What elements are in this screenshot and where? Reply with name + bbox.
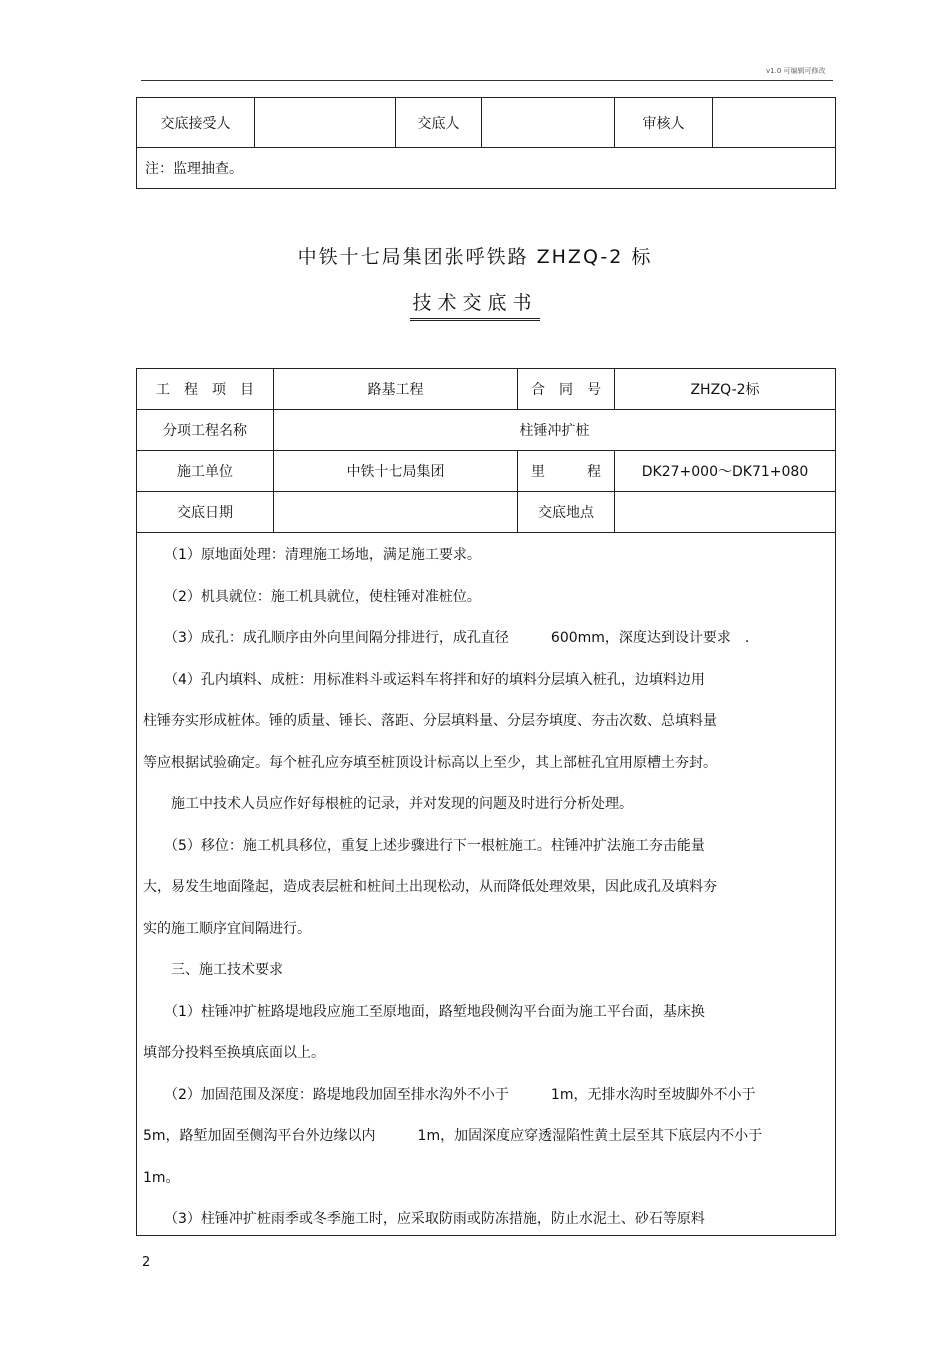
giver-label: 交底人 (396, 98, 482, 148)
contract-label: 合 同 号 (518, 369, 615, 410)
document-subtitle (0, 288, 950, 321)
document-subtitle-text: 技术交底书 (410, 288, 539, 321)
body-line: 5m，路堑加固至侧沟平台外边缘以内 1m，加固深度应穿透湿陷性黄土层至其下底层内不小于 (143, 1128, 763, 1144)
receiver-field[interactable] (255, 98, 396, 148)
project-value: 路基工程 (274, 369, 518, 410)
header-rule (141, 80, 833, 81)
body-line: （3）柱锤冲扩桩雨季或冬季施工时，应采取防雨或防冻措施，防止水泥土、砂石等原料 (143, 1211, 705, 1227)
project-label: 工 程 项 目 (137, 369, 274, 410)
body-line: （2）机具就位：施工机具就位，使柱锤对准桩位。 (143, 588, 481, 605)
contract-value: ZHZQ-2标 (615, 369, 836, 410)
body-line: （3）成孔：成孔顺序由外向里间隔分排进行，成孔直径 600mm，深度达到设计要求 . (143, 630, 750, 646)
place-field[interactable] (615, 492, 836, 533)
unit-value: 中铁十七局集团 (274, 451, 518, 492)
mileage-value: DK27+000～DK71+080 (615, 451, 836, 492)
body-line: （4）孔内填料、成桩：用标准料斗或运料车将拌和好的填料分层填入桩孔，边填料边用 (143, 671, 705, 688)
disclosure-body (137, 533, 835, 1235)
body-line: （1）柱锤冲扩桩路堤地段应施工至原地面，路堑地段侧沟平台面为施工平台面，基床换 (143, 1003, 705, 1020)
date-label: 交底日期 (137, 492, 274, 533)
body-line: 填部分投料至换填底面以上。 (143, 1045, 325, 1061)
body-line: 实的施工顺序宜间隔进行。 (143, 920, 311, 937)
giver-field[interactable] (482, 98, 615, 148)
body-line: 大，易发生地面隆起，造成表层桩和桩间土出现松动，从而降低处理效果，因此成孔及填料夯 (143, 879, 717, 895)
reviewer-field[interactable] (713, 98, 836, 148)
place-label: 交底地点 (518, 492, 615, 533)
body-line: （1）原地面处理：清理施工场地，满足施工要求。 (143, 547, 481, 563)
body-line: （5）移位：施工机具移位，重复上述步骤进行下一根桩施工。柱锤冲扩法施工夯击能量 (143, 837, 705, 854)
disclosure-table (136, 368, 836, 1236)
disclosure-content (137, 533, 836, 1236)
unit-label: 施工单位 (137, 451, 274, 492)
subproject-label: 分项工程名称 (137, 410, 274, 451)
subproject-value: 柱锤冲扩桩 (274, 410, 836, 451)
body-line: 三、施工技术要求 (143, 962, 283, 978)
reviewer-label: 审核人 (615, 98, 713, 148)
receiver-label: 交底接受人 (137, 98, 255, 148)
body-line: 施工中技术人员应作好每根桩的记录，并对发现的问题及时进行分析处理。 (143, 796, 633, 812)
page-number: 2 (142, 1255, 151, 1270)
sign-off-table (136, 97, 836, 189)
mileage-label: 里 程 (518, 451, 615, 492)
header-note: v1.0 可编辑可修改 (766, 67, 826, 75)
body-line: 1m。 (143, 1169, 180, 1186)
supervision-note: 注：监理抽查。 (137, 148, 836, 189)
body-line: （2）加固范围及深度：路堤地段加固至排水沟外不小于 1m，无排水沟时至坡脚外不小于 (143, 1086, 756, 1103)
body-line: 柱锤夯实形成桩体。锤的质量、锤长、落距、分层填料量、分层夯填度、夯击次数、总填料量 (143, 713, 717, 729)
body-line: 等应根据试验确定。每个桩孔应夯填至桩顶设计标高以上至少，其上部桩孔宜用原槽土夯封。 (143, 754, 717, 771)
document-title: 中铁十七局集团张呼铁路 ZHZQ-2 标 (297, 246, 653, 268)
date-field[interactable] (274, 492, 518, 533)
